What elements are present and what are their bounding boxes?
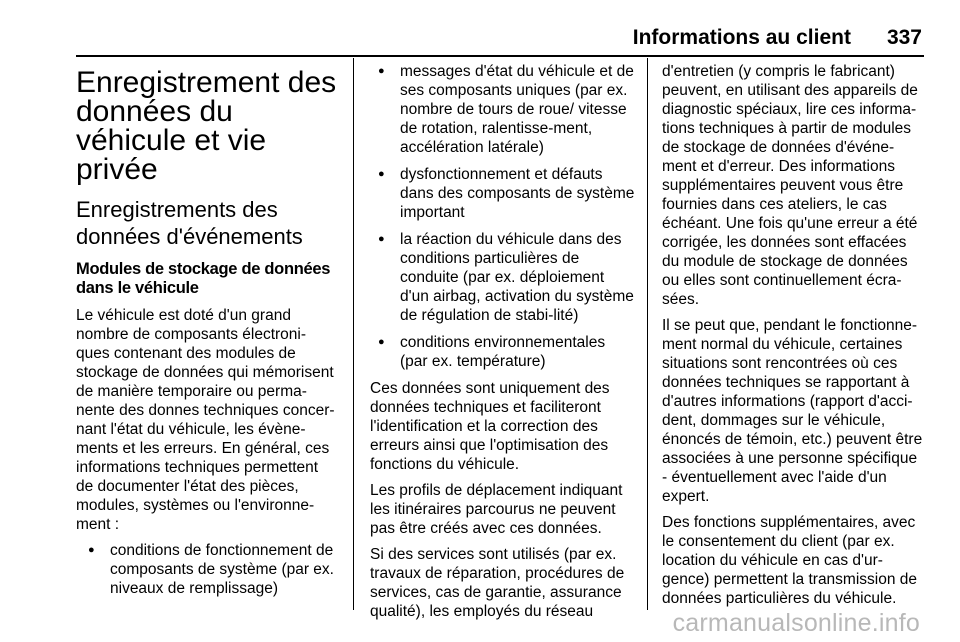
paragraph: Les profils de déplacement indiquant les itinéraires parcourus ne peuvent pas être créés avec ces données. — [370, 482, 623, 537]
column-divider — [647, 58, 648, 610]
page-number: 337 — [886, 26, 922, 49]
list-item: ● messages d'état du véhicule et de ses composants uniques (par ex. nombre de tours de roue/ vitesse de rotation, ralentisse-ment, accélération latérale) — [370, 62, 636, 157]
paragraph: d'entretien (y compris le fabricant) peuvent, en utilisant des appareils de diagnostic spéciaux, lire ces informa-tions techniques à partir de modules de stockage de données d'événe-ment et d'erreur. Des informations supplémentaires peuvent vous être fournies dans ces ateliers, le cas échéant. Une fois qu'une erreur a été corrigée, les données sont effacées du module de stockage de données ou elles sont continuellement écra-sées. — [662, 63, 918, 308]
bullet-list — [76, 541, 338, 598]
watermark: carmanualsonline.info — [672, 609, 920, 637]
section-subtitle: Enregistrements des données d'événements — [76, 197, 303, 249]
page-title: Enregistrement des données du véhicule et vie privée — [76, 66, 337, 186]
subsection-heading: Modules de stockage de données dans le véhicule — [76, 260, 331, 297]
list-item: ● la réaction du véhicule dans des conditions particulières de conduite (par ex. déploiement d'un airbag, activation du système de régulation de stabi-lité) — [370, 230, 636, 325]
column-2 — [370, 62, 636, 628]
bullet-list — [370, 62, 636, 371]
list-item: ● conditions environnementales (par ex. température) — [370, 333, 636, 371]
page-header — [633, 26, 922, 50]
paragraph: Si des services sont utilisés (par ex. travaux de réparation, procédures de services, cas de garantie, assurance qualité), les employés du réseau — [370, 546, 625, 620]
paragraph: Il se peut que, pendant le fonctionne-ment normal du véhicule, certaines situations sont rencontrées où ces données techniques se rapportant à d'autres informations (rapport d'acci-dent, dommages sur le véhicule, énoncés de témoin, etc.) peuvent être associées à une personne spécifique - éventuellement avec l'aide d'un expert. — [662, 317, 923, 505]
header-section-title: Informations au client — [632, 26, 851, 49]
column-divider — [353, 58, 354, 610]
column-1 — [76, 62, 338, 606]
header-rule — [76, 55, 924, 57]
list-item: ● conditions de fonctionnement de composants de système (par ex. niveaux de remplissage) — [76, 541, 338, 598]
intro-paragraph: Le véhicule est doté d'un grand nombre de composants électroni-ques contenant des modules de stockage de données qui mémorisent de manière temporaire ou perma-nente des donnes techniques concer-nant l'état du véhicule, les évène-ments et les erreurs. En général, ces informations techniques permettent de documenter l'état des pièces, modules, systèmes ou l'environne-ment : — [76, 307, 335, 533]
list-item: ● dysfonctionnement et défauts dans des composants de système important — [370, 165, 636, 222]
paragraph: Ces données sont uniquement des données techniques et faciliteront l'identification et la correction des erreurs ainsi que l'optimisation des fonctions du véhicule. — [370, 380, 610, 473]
column-3 — [662, 62, 926, 615]
paragraph: Des fonctions supplémentaires, avec le consentement du client (par ex. location du véhicule en cas d'ur-gence) permettent la transmission de données particulières du véhicule. — [662, 514, 918, 607]
